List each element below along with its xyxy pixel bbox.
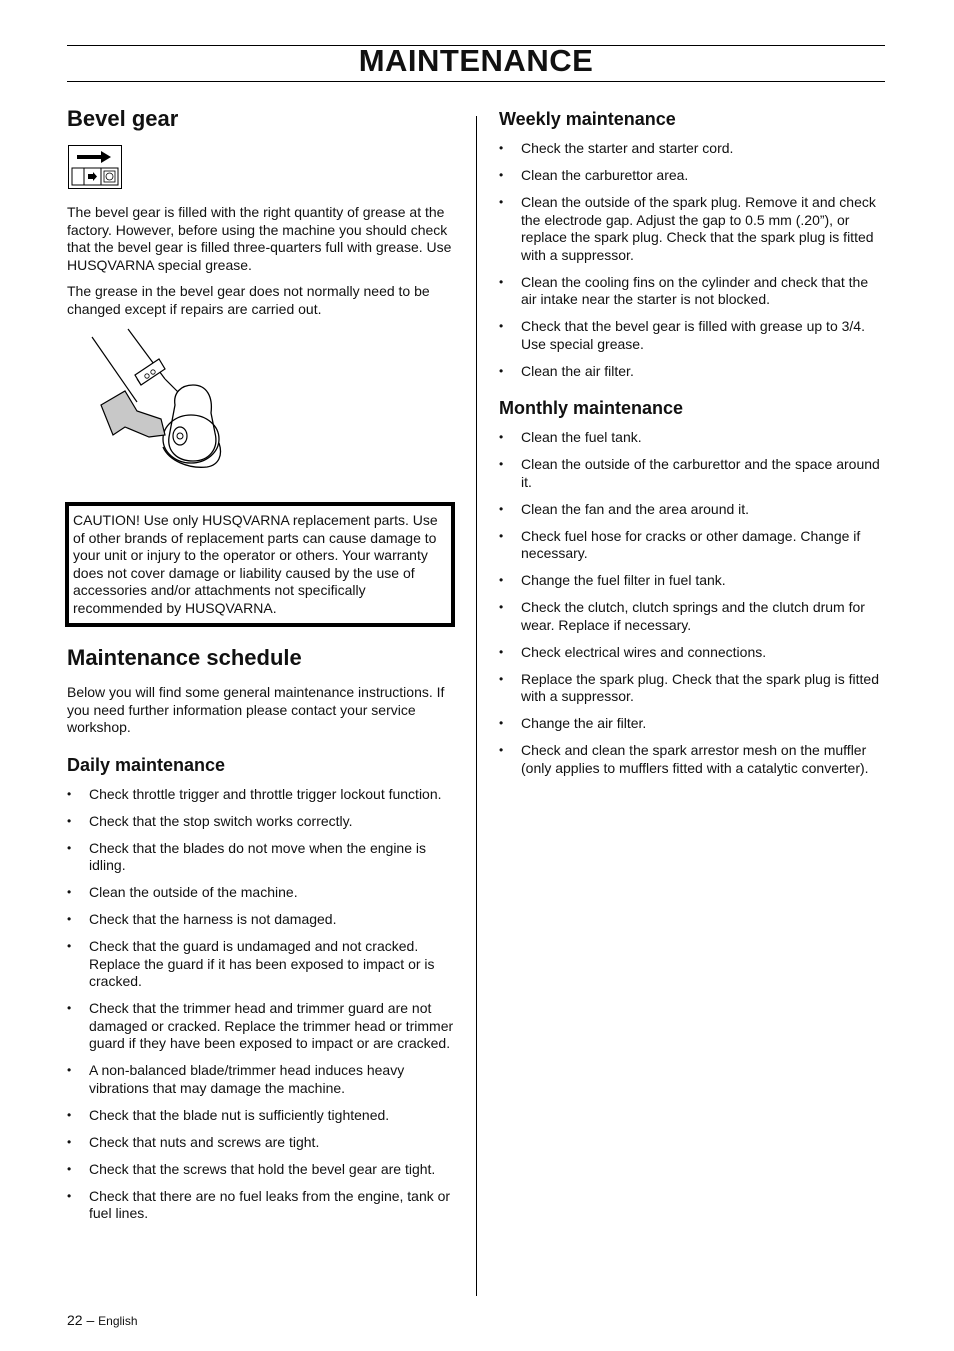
list-item: • Check that the blades do not move when the engine is idling.: [67, 840, 455, 875]
weekly-maintenance-heading: Weekly maintenance: [499, 109, 676, 129]
list-item: • Clean the air filter.: [499, 363, 887, 381]
list-item: • Check that the bevel gear is filled with grease up to 3/4. Use special grease.: [499, 318, 887, 353]
list-item: • Replace the spark plug. Check that the spark plug is fitted with a suppressor.: [499, 671, 887, 706]
list-item: • Check that the guard is undamaged and not cracked. Replace the guard if it has been exposed to impact or is cracked.: [67, 938, 455, 991]
monthly-maintenance-heading: Monthly maintenance: [499, 398, 684, 418]
list-item: • Check that the blade nut is sufficiently tightened.: [67, 1107, 455, 1125]
daily-maintenance-heading: Daily maintenance: [67, 754, 226, 775]
bevel-gear-paragraph-2: The grease in the bevel gear does not normally need to be changed except if repairs are carried out.: [67, 283, 430, 317]
header-bottom-rule: [67, 81, 885, 82]
list-item: • Check that the harness is not damaged.: [67, 911, 455, 929]
page-number: 22 –: [67, 1312, 95, 1328]
list-item: • A non-balanced blade/trimmer head induces heavy vibrations that may damage the machine.: [67, 1062, 455, 1097]
list-item: • Check that the stop switch works correctly.: [67, 813, 455, 831]
list-item: • Check that the screws that hold the bevel gear are tight.: [67, 1161, 455, 1179]
list-item: • Clean the carburettor area.: [499, 167, 887, 185]
reference-symbol-icon: [68, 145, 122, 189]
list-item: • Clean the fan and the area around it.: [499, 501, 887, 519]
weekly-maintenance-list: [499, 140, 887, 380]
left-column: [67, 106, 455, 1232]
list-item: • Clean the outside of the spark plug. Remove it and check the electrode gap. Adjust the gap to 0.5 mm (.20”), or replace the spark plug. Check that the spark plug is fitted with a suppressor.: [499, 194, 887, 264]
schedule-intro: Below you will find some general maintenance instructions. If you need further information please contact your service workshop.: [67, 684, 445, 735]
list-item: • Check the starter and starter cord.: [499, 140, 887, 158]
list-item: • Check the clutch, clutch springs and the clutch drum for wear. Replace if necessary.: [499, 599, 887, 634]
list-item: • Check and clean the spark arrestor mesh on the muffler (only applies to mufflers fitted with a catalytic converter).: [499, 742, 887, 777]
list-item: • Check electrical wires and connections.: [499, 644, 887, 662]
page-title: MAINTENANCE: [358, 43, 594, 78]
list-item: • Clean the cooling fins on the cylinder and check that the air intake near the starter is not blocked.: [499, 274, 887, 309]
caution-box: [65, 502, 455, 627]
list-item: • Check that there are no fuel leaks from the engine, tank or fuel lines.: [67, 1188, 455, 1223]
monthly-maintenance-list: [499, 429, 887, 777]
footer-language: English: [98, 1314, 138, 1328]
bevel-gear-heading: Bevel gear: [67, 106, 179, 131]
right-column: [499, 106, 887, 787]
bevel-gear-illustration: [89, 327, 455, 482]
page-footer: [67, 1312, 138, 1328]
caution-text: CAUTION! Use only HUSQVARNA replacement parts. Use of other brands of replacement parts can cause damage to your unit or injury to the operator or others. Your warranty does not cover damage or liability caused by the use of accessories and/or attachments not specifically recommended by HUSQVARNA.: [73, 512, 438, 616]
bevel-gear-paragraph-1: The bevel gear is filled with the right quantity of grease at the factory. However, before using the machine you should check that the bevel gear is filled three-quarters full with grease. Use HUSQVARNA special grease.: [67, 204, 452, 273]
list-item: • Check fuel hose for cracks or other damage. Change if necessary.: [499, 528, 887, 563]
list-item: • Check throttle trigger and throttle trigger lockout function.: [67, 786, 455, 804]
list-item: • Clean the outside of the machine.: [67, 884, 455, 902]
list-item: • Change the fuel filter in fuel tank.: [499, 572, 887, 590]
daily-maintenance-list: [67, 786, 455, 1223]
list-item: • Change the air filter.: [499, 715, 887, 733]
column-divider: [476, 116, 477, 1296]
list-item: • Check that the trimmer head and trimmer guard are not damaged or cracked. Replace the trimmer head or trimmer guard if they have been exposed to impact or are cracked.: [67, 1000, 455, 1053]
list-item: • Check that nuts and screws are tight.: [67, 1134, 455, 1152]
list-item: • Clean the fuel tank.: [499, 429, 887, 447]
maintenance-schedule-heading: Maintenance schedule: [67, 645, 302, 670]
list-item: • Clean the outside of the carburettor and the space around it.: [499, 456, 887, 491]
